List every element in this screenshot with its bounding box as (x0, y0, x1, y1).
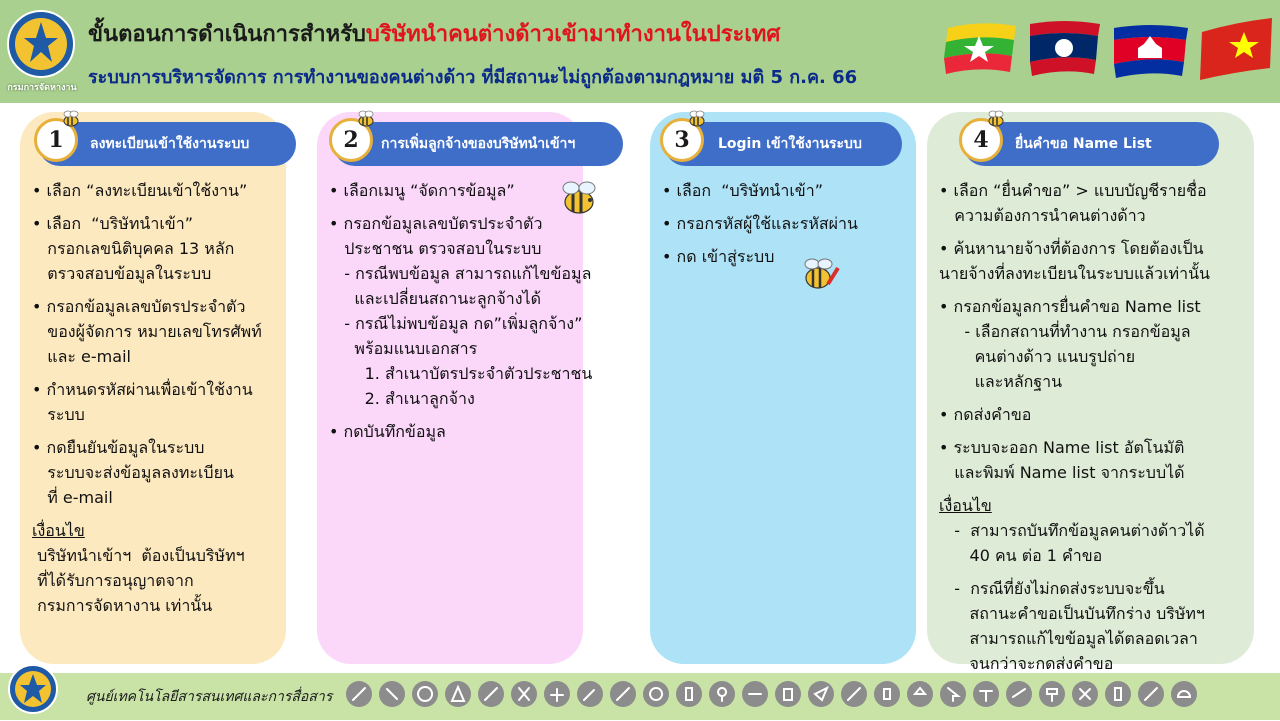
spacer (32, 510, 262, 518)
spacer (939, 427, 1210, 435)
condition-line: สถานะคำขอเป็นบันทึกร่าง บริษัทฯ (939, 604, 1205, 623)
department-seal-icon (6, 8, 76, 86)
step-header-4 (963, 122, 1219, 166)
condition-title: เงื่อนไข (939, 496, 992, 515)
header-banner (0, 0, 1280, 103)
cursor-icon (940, 681, 966, 707)
cone-icon (445, 681, 471, 707)
spacer (939, 394, 1210, 402)
paint-roller-icon (544, 681, 570, 707)
pencil-icon (610, 681, 636, 707)
instruction-line: • กด เข้าสู่ระบบ (662, 247, 775, 266)
instruction-line: • กรอกข้อมูลการยื่นคำขอ Name list (939, 297, 1201, 316)
condition-line: กรมการจัดหางาน เท่านั้น (32, 596, 213, 615)
instruction-line: กรอกเลขนิติบุคคล 13 หลัก (32, 239, 235, 258)
condition-line: จนกว่าจะกดส่งคำขอ (939, 654, 1114, 673)
footer-bar (0, 673, 1280, 720)
wrench-icon (577, 681, 603, 707)
step-body-2 (329, 178, 592, 444)
step-body-4 (939, 178, 1210, 676)
instruction-line: • กดบันทึกข้อมูล (329, 422, 446, 441)
page-title (88, 16, 780, 51)
instruction-line: • เลือก “ลงทะเบียนเข้าใช้งาน” (32, 181, 248, 200)
spacer (32, 203, 262, 211)
instruction-line: • กรอกข้อมูลเลขบัตรประจำตัว (32, 297, 246, 316)
instruction-line: 2. สำเนาลูกจ้าง (329, 389, 475, 408)
instruction-line: - กรณีไม่พบข้อมูล กด”เพิ่มลูกจ้าง” (329, 314, 583, 333)
ruler-icon (1006, 681, 1032, 707)
instruction-line: • กรอกรหัสผู้ใช้และรหัสผ่าน (662, 214, 858, 233)
condition-title: เงื่อนไข (32, 521, 85, 540)
logo-caption: กรมการจัดหางาน (7, 83, 77, 93)
condition-line: 40 คน ต่อ 1 คำขอ (939, 546, 1103, 565)
palette-icon (643, 681, 669, 707)
spacer (662, 203, 858, 211)
flag-cambodia-stripe (1114, 59, 1184, 78)
flag-circle-icon (1055, 39, 1073, 57)
step-number-2: 2 (329, 118, 373, 162)
instruction-line: พร้อมแนบเอกสาร (329, 339, 478, 358)
glue-icon (1105, 681, 1131, 707)
instruction-line: • กดส่งคำขอ (939, 405, 1032, 424)
condition-line: - สามารถบันทึกข้อมูลคนต่างด้าวได้ (939, 521, 1205, 540)
instruction-line: • เลือก “ยื่นคำขอ” > แบบบัญชีรายชื่อ (939, 181, 1207, 200)
step-card-2 (317, 112, 593, 664)
step-header-2 (333, 122, 623, 166)
step-number-4: 4 (959, 118, 1003, 162)
roller-icon (1039, 681, 1065, 707)
footer-text: ศูนย์เทคโนโลยีสารสนเทศและการสื่อสาร (86, 689, 333, 705)
pliers-icon (511, 681, 537, 707)
spacer (939, 568, 1210, 576)
instruction-line: คนต่างด้าว แนบรูปถ่าย (939, 347, 1136, 366)
bee-icon (985, 108, 1007, 130)
instruction-line: และ e-mail (32, 347, 131, 366)
knife-icon (841, 681, 867, 707)
ink-icon (874, 681, 900, 707)
instruction-line: และพิมพ์ Name list จากระบบได้ (939, 463, 1185, 482)
bee-icon (686, 108, 708, 130)
instruction-line: • ระบบจะออก Name list อัตโนมัติ (939, 438, 1185, 457)
spacer (329, 411, 592, 419)
instruction-line: ประชาชน ตรวจสอบในระบบ (329, 239, 542, 258)
instruction-line: นายจ้างที่ลงทะเบียนในระบบแล้วเท่านั้น (939, 264, 1210, 283)
drill-icon (742, 681, 768, 707)
step-label-3: Login เข้าใช้งานระบบ (718, 136, 862, 152)
spacer (329, 203, 592, 211)
step-number-1: 1 (34, 118, 78, 162)
spacer (32, 427, 262, 435)
instruction-line: และเปลี่ยนสถานะลูกจ้างได้ (329, 289, 541, 308)
spray-icon (676, 681, 702, 707)
step-label-4: ยื่นคำขอ Name List (1015, 136, 1152, 152)
bee-icon (355, 108, 377, 130)
pen-icon (1138, 681, 1164, 707)
department-seal-icon (6, 663, 60, 721)
step-label-2: การเพิ่มลูกจ้างของบริษัทนำเข้าฯ (381, 136, 576, 152)
page-subtitle: ระบบการบริหารจัดการ การทำงานของคนต่างด้าว ที่มีสถานะไม่ถูกต้องตามกฎหมาย มติ 5 ก.ค. 66 (88, 67, 858, 88)
step-body-3 (662, 178, 858, 269)
bulb-icon (709, 681, 735, 707)
condition-line: สามารถแก้ไขข้อมูลได้ตลอดเวลา (939, 629, 1198, 648)
title-highlight: บริษัทนำคนต่างด้าวเข้ามาทำงานในประเทศ (365, 22, 781, 47)
hammer-icon (973, 681, 999, 707)
instruction-line: • กดยืนยันข้อมูลในระบบ (32, 438, 205, 457)
step-card-1 (20, 112, 286, 664)
step-header-1 (38, 122, 296, 166)
spacer (939, 286, 1210, 294)
condition-line: - กรณีที่ยังไม่กดส่งระบบจะขึ้น (939, 579, 1165, 598)
gear-icon (412, 681, 438, 707)
condition-line: บริษัทนำเข้าฯ ต้องเป็นบริษัทฯ (32, 546, 245, 565)
step-card-4 (927, 112, 1254, 673)
instruction-line: • กำหนดรหัสผ่านเพื่อเข้าใช้งาน (32, 380, 253, 399)
instruction-line: ระบบจะส่งข้อมูลลงทะเบียน (32, 463, 234, 482)
lamp-icon (907, 681, 933, 707)
instruction-line: ความต้องการนำคนต่างด้าว (939, 206, 1146, 225)
battery-icon (775, 681, 801, 707)
country-flags (944, 14, 1274, 86)
condition-line: ที่ได้รับการอนุญาตจาก (32, 571, 194, 590)
instruction-line: • กรอกข้อมูลเลขบัตรประจำตัว (329, 214, 543, 233)
instruction-line: และหลักฐาน (939, 372, 1063, 391)
instruction-line: • เลือกเมนู “จัดการข้อมูล” (329, 181, 515, 200)
instruction-line: • เลือก “บริษัทนำเข้า” (662, 181, 823, 200)
close-icon (1072, 681, 1098, 707)
step-number-3: 3 (660, 118, 704, 162)
flag-vietnam-field (1200, 18, 1272, 80)
instruction-line: ของผู้จัดการ หมายเลขโทรศัพท์ (32, 322, 262, 341)
instruction-line: - เลือกสถานที่ทำงาน กรอกข้อมูล (939, 322, 1191, 341)
instruction-line: 1. สำเนาบัตรประจำตัวประชาชน (329, 364, 593, 383)
instruction-line: • เลือก “บริษัทนำเข้า” (32, 214, 193, 233)
instruction-line: ระบบ (32, 405, 85, 424)
spacer (32, 369, 262, 377)
instruction-line: ที่ e-mail (32, 488, 113, 507)
bee-icon (60, 108, 82, 130)
spacer (939, 228, 1210, 236)
broom-icon (346, 681, 372, 707)
step-card-3 (650, 112, 916, 664)
screwdriver-icon (478, 681, 504, 707)
instruction-line: ตรวจสอบข้อมูลในระบบ (32, 264, 212, 283)
helmet-icon (1171, 681, 1197, 707)
spacer (939, 485, 1210, 493)
instruction-line: - กรณีพบข้อมูล สามารถแก้ไขข้อมูล (329, 264, 592, 283)
step-body-1 (32, 178, 262, 618)
title-prefix: ขั้นตอนการดำเนินการสำหรับ (88, 22, 366, 47)
step-label-1: ลงทะเบียนเข้าใช้งานระบบ (90, 136, 250, 152)
brush-icon (379, 681, 405, 707)
spacer (32, 286, 262, 294)
send-icon (808, 681, 834, 707)
step-header-3 (664, 122, 902, 166)
instruction-line: • ค้นหานายจ้างที่ต้องการ โดยต้องเป็น (939, 239, 1204, 258)
flag-laos-stripe (1030, 57, 1096, 76)
spacer (662, 236, 858, 244)
